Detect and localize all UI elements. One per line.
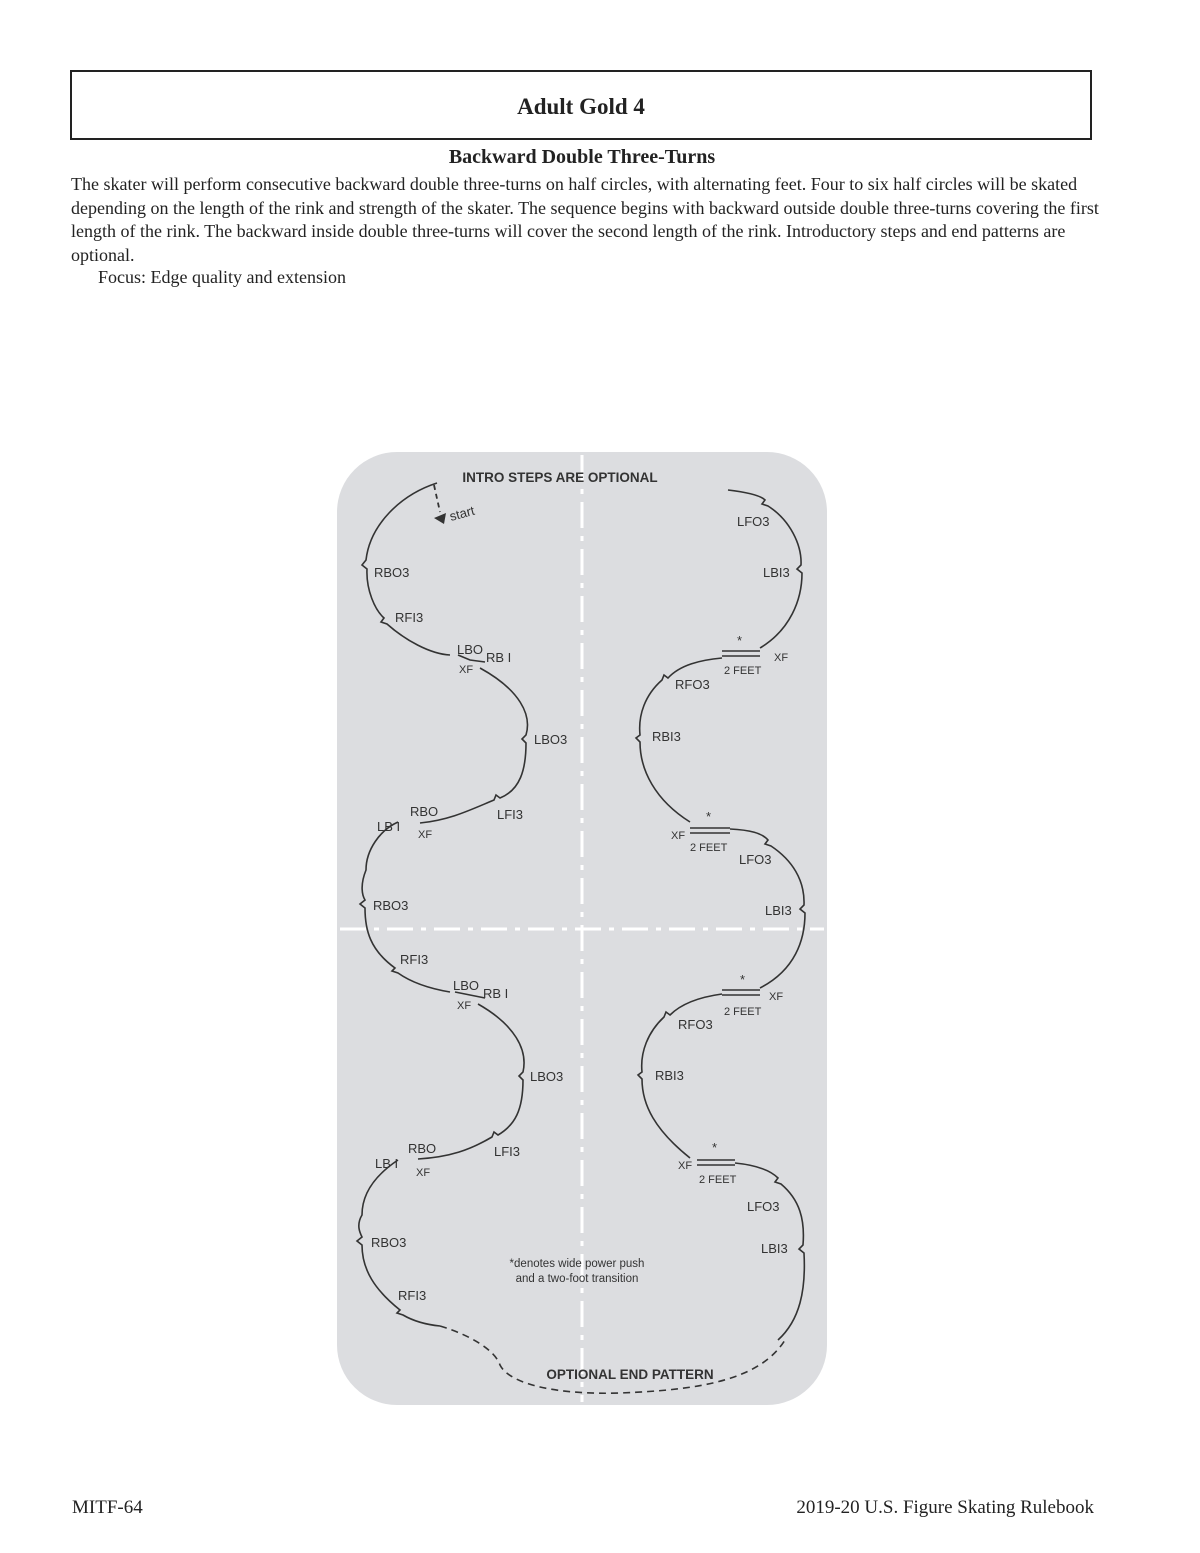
- label-rfo3-1: RFO3: [675, 677, 710, 692]
- label-rbo-2: RBO: [408, 1141, 437, 1156]
- label-rbo3-1: RBO3: [374, 565, 410, 580]
- note-line-2: and a two-foot transition: [515, 1273, 639, 1285]
- label-two-feet-2: 2 FEET: [690, 842, 728, 854]
- label-rfi3-1: RFI3: [395, 610, 424, 625]
- label-xf-4: XF: [416, 1167, 431, 1179]
- focus-text: Focus: Edge quality and extension: [98, 267, 346, 287]
- label-xf-7: XF: [769, 991, 784, 1003]
- label-rbi3-2: RBI3: [655, 1068, 684, 1083]
- label-two-feet-1: 2 FEET: [724, 665, 762, 677]
- label-rbo-1: RBO: [410, 804, 439, 819]
- section-description: The skater will perform consecutive backward double three-turns on half circles, with alternating feet. Four to six half circles will be skated depending on the length of the rink and strength of the skater. The sequence begins with backward outside double three-turns covering the first length of the rink. The backward inside double three-turns will cover the second length of the rink. Introductory steps and end patterns are optional.: [71, 174, 1099, 265]
- footer-left: MITF-64: [72, 1497, 143, 1518]
- start-label: start: [447, 502, 477, 524]
- label-lbo-1: LBO: [457, 642, 484, 657]
- label-star-4: *: [712, 1140, 718, 1155]
- label-rfo3-2: RFO3: [678, 1017, 713, 1032]
- label-star-1: *: [737, 633, 743, 648]
- label-xf-5: XF: [774, 652, 789, 664]
- end-pattern-label: OPTIONAL END PATTERN: [546, 1367, 714, 1382]
- label-two-feet-4: 2 FEET: [699, 1174, 737, 1186]
- label-rfi3-2: RFI3: [400, 952, 429, 967]
- label-xf-1: XF: [459, 664, 474, 676]
- label-lfi3-1: LFI3: [497, 807, 524, 822]
- label-xf-6: XF: [671, 830, 686, 842]
- label-lbi-2: LB I: [375, 1156, 399, 1171]
- label-lbi3-2: LBI3: [765, 903, 792, 918]
- label-lfo3-2: LFO3: [739, 852, 772, 867]
- label-lbo3-2: LBO3: [530, 1069, 564, 1084]
- note-line-1: *denotes wide power push: [509, 1258, 645, 1270]
- footer-right: 2019-20 U.S. Figure Skating Rulebook: [796, 1497, 1094, 1518]
- label-rbi-2: RB I: [483, 986, 509, 1001]
- intro-label: INTRO STEPS ARE OPTIONAL: [462, 470, 658, 485]
- label-star-2: *: [706, 809, 712, 824]
- label-xf-2: XF: [418, 829, 433, 841]
- label-xf-8: XF: [678, 1160, 693, 1172]
- label-two-feet-3: 2 FEET: [724, 1006, 762, 1018]
- label-rbi3-1: RBI3: [652, 729, 681, 744]
- label-rbo3-2: RBO3: [373, 898, 409, 913]
- label-rfi3-3: RFI3: [398, 1288, 427, 1303]
- label-lfi3-2: LFI3: [494, 1144, 521, 1159]
- label-lbo3-1: LBO3: [534, 732, 568, 747]
- page-title: Adult Gold 4: [517, 94, 645, 119]
- section-heading: Backward Double Three-Turns: [448, 146, 716, 168]
- label-lfo3-3: LFO3: [747, 1199, 780, 1214]
- label-lfo3-1: LFO3: [737, 514, 770, 529]
- label-rbo3-3: RBO3: [371, 1235, 407, 1250]
- label-lbi3-1: LBI3: [763, 565, 790, 580]
- label-lbi-1: LB I: [377, 819, 401, 834]
- label-lbo-2: LBO: [453, 978, 480, 993]
- label-rbi-1: RB I: [486, 650, 512, 665]
- label-star-3: *: [740, 972, 746, 987]
- label-lbi3-3: LBI3: [761, 1241, 788, 1256]
- label-xf-3: XF: [457, 1000, 472, 1012]
